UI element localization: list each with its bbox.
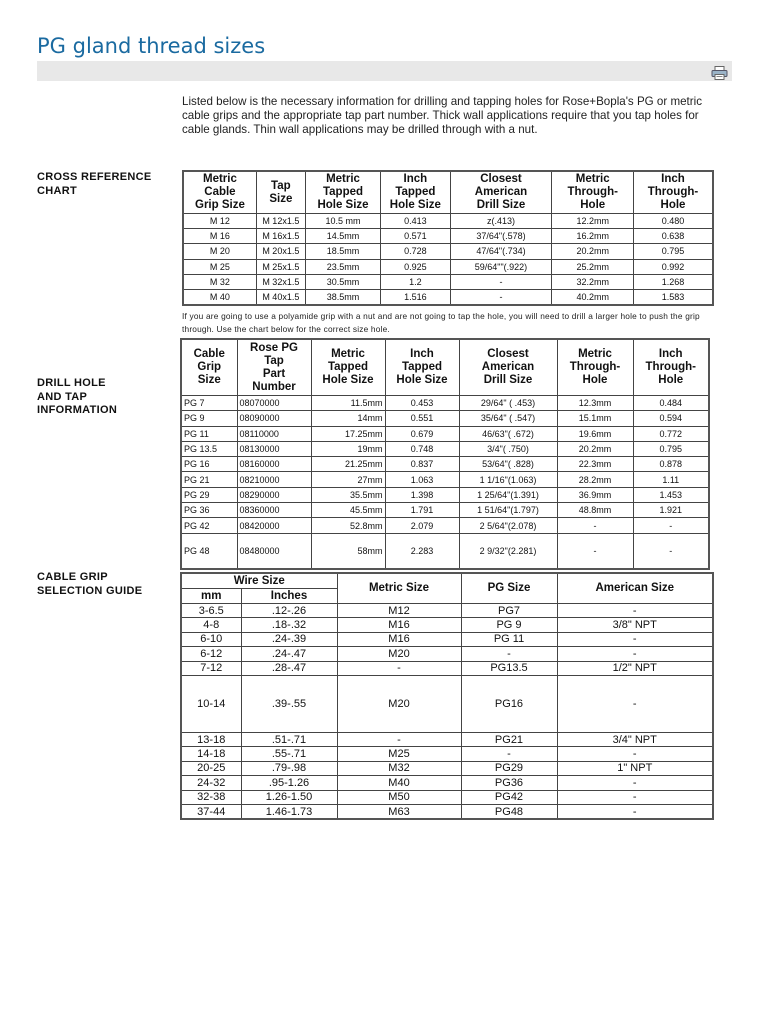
table-cell: - <box>633 533 709 569</box>
table-cell: 1.791 <box>385 503 459 518</box>
table-row <box>181 732 713 746</box>
table-cell: 46/63"( .672) <box>459 426 557 441</box>
table-cell: 14.5mm <box>305 229 380 244</box>
table-cell: PG 16 <box>181 457 237 472</box>
table-cell: M 12x1.5 <box>256 214 305 229</box>
table-row <box>183 289 713 305</box>
table-cell: 0.992 <box>633 259 713 274</box>
table-cell: 29/64" ( .453) <box>459 396 557 411</box>
table-cell: 14-18 <box>181 747 241 761</box>
table-row <box>183 214 713 229</box>
table-cell: 08090000 <box>237 411 311 426</box>
table-cell: PG 13.5 <box>181 441 237 456</box>
table-cell: 12.2mm <box>552 214 634 229</box>
table-cell: 08360000 <box>237 503 311 518</box>
table-cell: 32-38 <box>181 790 241 804</box>
table-cell: .18-.32 <box>241 618 337 632</box>
table-cell: - <box>337 661 461 675</box>
table-row <box>181 487 709 502</box>
table-cell: 58mm <box>311 533 385 569</box>
table-cell: - <box>557 776 713 790</box>
table-header: Inch Tapped Hole Size <box>385 339 459 396</box>
table-cell: M20 <box>337 647 461 661</box>
table-cell: 7-12 <box>181 661 241 675</box>
table-cell: - <box>557 518 633 533</box>
section-drill-hole: DRILL HOLE AND TAP INFORMATION <box>37 377 118 416</box>
table-row <box>183 274 713 289</box>
table-row <box>181 761 713 775</box>
table-cell: .79-.98 <box>241 761 337 775</box>
table-cell: 0.795 <box>633 441 709 456</box>
table-header: Closest American Drill Size <box>450 171 552 214</box>
table-cell: 17.25mm <box>311 426 385 441</box>
table-cell: - <box>461 647 557 661</box>
table-row <box>181 618 713 632</box>
table-cell: z(.413) <box>450 214 552 229</box>
table-cell: 1.516 <box>381 289 450 305</box>
wire-size-header: Wire Size <box>181 573 337 589</box>
table-cell: 20.2mm <box>557 441 633 456</box>
table-cell: 0.925 <box>381 259 450 274</box>
table-cell: - <box>557 675 713 732</box>
table-cell: 3/4" NPT <box>557 732 713 746</box>
toolbar-bar <box>37 61 732 81</box>
intro-text: Listed below is the necessary information for drilling and tapping holes for Rose+Bopla's PG or metric cable grips and the appropriate tap part number. Thick wall applications require that you tap holes for cable glands. Thin wall applications may be drilled through with a nut. <box>182 95 703 137</box>
table-cell: 25.2mm <box>552 259 634 274</box>
table-cell: M63 <box>337 804 461 819</box>
table-header: Metric Tapped Hole Size <box>311 339 385 396</box>
table-cell: 0.551 <box>385 411 459 426</box>
table-cell: 0.772 <box>633 426 709 441</box>
table-cell: 1.11 <box>633 472 709 487</box>
table-header: Inches <box>241 589 337 604</box>
table-cell: 59/64""(.922) <box>450 259 552 274</box>
table-cell: 0.484 <box>633 396 709 411</box>
table-cell: 40.2mm <box>552 289 634 305</box>
table-header: Rose PG Tap Part Number <box>237 339 311 396</box>
table-cell: PG13.5 <box>461 661 557 675</box>
table-row <box>181 533 709 569</box>
table-cell: 38.5mm <box>305 289 380 305</box>
table-cell: 13-18 <box>181 732 241 746</box>
table-cell: M 32 <box>183 274 256 289</box>
table-cell: - <box>557 647 713 661</box>
table-cell: 0.837 <box>385 457 459 472</box>
table-cell: PG36 <box>461 776 557 790</box>
table-cell: 18.5mm <box>305 244 380 259</box>
table-cell: 1.268 <box>633 274 713 289</box>
table-row <box>181 675 713 732</box>
table-cell: 08480000 <box>237 533 311 569</box>
table-cell: .95-1.26 <box>241 776 337 790</box>
table-cell: 0.638 <box>633 229 713 244</box>
cable-grip-table <box>180 572 714 820</box>
table-cell: PG 7 <box>181 396 237 411</box>
table-cell: 16.2mm <box>552 229 634 244</box>
table-cell: 1 25/64"(1.391) <box>459 487 557 502</box>
table-cell: 14mm <box>311 411 385 426</box>
table-cell: 20.2mm <box>552 244 634 259</box>
table-cell: 36.9mm <box>557 487 633 502</box>
table-row <box>183 259 713 274</box>
table-cell: 32.2mm <box>552 274 634 289</box>
table-cell: - <box>557 604 713 618</box>
table-row <box>183 229 713 244</box>
table-cell: .51-.71 <box>241 732 337 746</box>
table-cell: PG 42 <box>181 518 237 533</box>
table-cell: 53/64"( .828) <box>459 457 557 472</box>
table-header: mm <box>181 589 241 604</box>
table-cell: 45.5mm <box>311 503 385 518</box>
table-cell: - <box>557 804 713 819</box>
table-row <box>181 518 709 533</box>
table-cell: .55-.71 <box>241 747 337 761</box>
table-row <box>181 441 709 456</box>
table-header: Cable Grip Size <box>181 339 237 396</box>
table-cell: 3/4"( .750) <box>459 441 557 456</box>
table-cell: - <box>461 747 557 761</box>
table-cell: 0.480 <box>633 214 713 229</box>
table-cell: 19mm <box>311 441 385 456</box>
table-cell: 24-32 <box>181 776 241 790</box>
table-cell: 08110000 <box>237 426 311 441</box>
table-cell: 3/8" NPT <box>557 618 713 632</box>
table-row <box>183 244 713 259</box>
table-row <box>181 472 709 487</box>
table-cell: PG 11 <box>461 632 557 646</box>
table-cell: 0.413 <box>381 214 450 229</box>
table-row <box>181 647 713 661</box>
table-cell: .24-.47 <box>241 647 337 661</box>
table-cell: 0.878 <box>633 457 709 472</box>
table-cell: - <box>450 274 552 289</box>
table-cell: - <box>633 518 709 533</box>
table-cell: PG 9 <box>181 411 237 426</box>
table-cell: 37-44 <box>181 804 241 819</box>
table-cell: 08210000 <box>237 472 311 487</box>
section-cable-grip: CABLE GRIP SELECTION GUIDE <box>37 571 143 597</box>
table-cell: 10-14 <box>181 675 241 732</box>
table-cell: M50 <box>337 790 461 804</box>
table-row <box>181 632 713 646</box>
table-cell: 6-10 <box>181 632 241 646</box>
table-cell: 08290000 <box>237 487 311 502</box>
table-row <box>181 503 709 518</box>
table-header: Closest American Drill Size <box>459 339 557 396</box>
table-header: Inch Through- Hole <box>633 171 713 214</box>
table-cell: 0.571 <box>381 229 450 244</box>
table-cell: 27mm <box>311 472 385 487</box>
table-cell: 47/64"(.734) <box>450 244 552 259</box>
table-cell: 1.46-1.73 <box>241 804 337 819</box>
table-cell: 23.5mm <box>305 259 380 274</box>
table-header: Metric Through- Hole <box>557 339 633 396</box>
table-cell: 0.728 <box>381 244 450 259</box>
table-cell: 48.8mm <box>557 503 633 518</box>
table-cell: 08420000 <box>237 518 311 533</box>
table-cell: 15.1mm <box>557 411 633 426</box>
table-cell: 10.5 mm <box>305 214 380 229</box>
table-cell: PG 11 <box>181 426 237 441</box>
table-row <box>181 804 713 819</box>
table-cell: 28.2mm <box>557 472 633 487</box>
table-cell: 1/2" NPT <box>557 661 713 675</box>
table-cell: 0.795 <box>633 244 713 259</box>
table-cell: 08130000 <box>237 441 311 456</box>
table-cell: - <box>557 790 713 804</box>
table-cell: .39-.55 <box>241 675 337 732</box>
table-cell: 2.283 <box>385 533 459 569</box>
table-cell: 2 5/64"(2.078) <box>459 518 557 533</box>
table-cell: M 40 <box>183 289 256 305</box>
table-cell: M 16x1.5 <box>256 229 305 244</box>
table-cell: 1" NPT <box>557 761 713 775</box>
table-cell: 1.583 <box>633 289 713 305</box>
table-cell: PG42 <box>461 790 557 804</box>
table-cell: 1.063 <box>385 472 459 487</box>
table-cell: 37/64"(.578) <box>450 229 552 244</box>
table-header: PG Size <box>461 573 557 604</box>
table-header: Metric Size <box>337 573 461 604</box>
table-cell: 1 51/64"(1.797) <box>459 503 557 518</box>
table-cell: 1.2 <box>381 274 450 289</box>
table-cell: 1.398 <box>385 487 459 502</box>
table-cell: M 25x1.5 <box>256 259 305 274</box>
table-cell: 0.748 <box>385 441 459 456</box>
table-header: Metric Cable Grip Size <box>183 171 256 214</box>
table-cell: 1.26-1.50 <box>241 790 337 804</box>
table-cell: 19.6mm <box>557 426 633 441</box>
table-cell: 1.453 <box>633 487 709 502</box>
table-cell: - <box>337 732 461 746</box>
table-cell: M40 <box>337 776 461 790</box>
table-cell: M32 <box>337 761 461 775</box>
table-row <box>181 411 709 426</box>
table-cell: M 32x1.5 <box>256 274 305 289</box>
table-cell: 08070000 <box>237 396 311 411</box>
table-cell: - <box>450 289 552 305</box>
table-cell: PG 29 <box>181 487 237 502</box>
table-cell: PG7 <box>461 604 557 618</box>
table-cell: 0.679 <box>385 426 459 441</box>
table-cell: M16 <box>337 632 461 646</box>
table-row <box>181 457 709 472</box>
drill-hole-table <box>180 338 710 570</box>
table-cell: PG16 <box>461 675 557 732</box>
table-cell: 35.5mm <box>311 487 385 502</box>
table-header: Metric Tapped Hole Size <box>305 171 380 214</box>
table-cell: 35/64" ( .547) <box>459 411 557 426</box>
table-cell: 4-8 <box>181 618 241 632</box>
table-cell: PG 48 <box>181 533 237 569</box>
table-cell: 1 1/16"(1.063) <box>459 472 557 487</box>
table-cell: M20 <box>337 675 461 732</box>
table-cell: M12 <box>337 604 461 618</box>
table-cell: M 16 <box>183 229 256 244</box>
table-cell: PG 36 <box>181 503 237 518</box>
table-cell: 30.5mm <box>305 274 380 289</box>
table-cell: PG 9 <box>461 618 557 632</box>
page-title: PG gland thread sizes <box>37 34 266 58</box>
table-cell: M16 <box>337 618 461 632</box>
table-row <box>181 790 713 804</box>
drill-note: If you are going to use a polyamide grip with a nut and are not going to tap the hole, you will need to drill a larger hole to push the grip through. Use the chart below for the correct size hole. <box>182 311 700 334</box>
table-cell: 21.25mm <box>311 457 385 472</box>
table-header: Inch Tapped Hole Size <box>381 171 450 214</box>
table-cell: PG 21 <box>181 472 237 487</box>
printer-icon[interactable] <box>711 66 728 80</box>
table-header: Inch Through- Hole <box>633 339 709 396</box>
table-cell: - <box>557 632 713 646</box>
table-cell: M 12 <box>183 214 256 229</box>
table-cell: PG48 <box>461 804 557 819</box>
table-cell: 3-6.5 <box>181 604 241 618</box>
table-cell: M 40x1.5 <box>256 289 305 305</box>
section-cross-reference: CROSS REFERENCE CHART <box>37 171 152 197</box>
table-row <box>181 396 709 411</box>
table-cell: .12-.26 <box>241 604 337 618</box>
table-cell: 1.921 <box>633 503 709 518</box>
table-cell: M 20 <box>183 244 256 259</box>
table-row <box>181 776 713 790</box>
cross-reference-table <box>182 170 714 306</box>
table-cell: 22.3mm <box>557 457 633 472</box>
table-row <box>181 604 713 618</box>
table-cell: M 20x1.5 <box>256 244 305 259</box>
table-cell: PG21 <box>461 732 557 746</box>
table-cell: - <box>557 533 633 569</box>
table-cell: .24-.39 <box>241 632 337 646</box>
table-cell: - <box>557 747 713 761</box>
table-cell: 08160000 <box>237 457 311 472</box>
table-cell: 20-25 <box>181 761 241 775</box>
table-cell: 52.8mm <box>311 518 385 533</box>
table-header: Metric Through- Hole <box>552 171 634 214</box>
table-cell: 2 9/32"(2.281) <box>459 533 557 569</box>
table-cell: PG29 <box>461 761 557 775</box>
table-cell: 6-12 <box>181 647 241 661</box>
table-cell: 0.453 <box>385 396 459 411</box>
table-header: Tap Size <box>256 171 305 214</box>
table-row <box>181 661 713 675</box>
table-cell: 12.3mm <box>557 396 633 411</box>
table-cell: 0.594 <box>633 411 709 426</box>
table-cell: 2.079 <box>385 518 459 533</box>
table-row <box>181 426 709 441</box>
table-cell: M25 <box>337 747 461 761</box>
table-header: American Size <box>557 573 713 604</box>
table-cell: 11.5mm <box>311 396 385 411</box>
table-cell: .28-.47 <box>241 661 337 675</box>
table-cell: M 25 <box>183 259 256 274</box>
table-row <box>181 747 713 761</box>
